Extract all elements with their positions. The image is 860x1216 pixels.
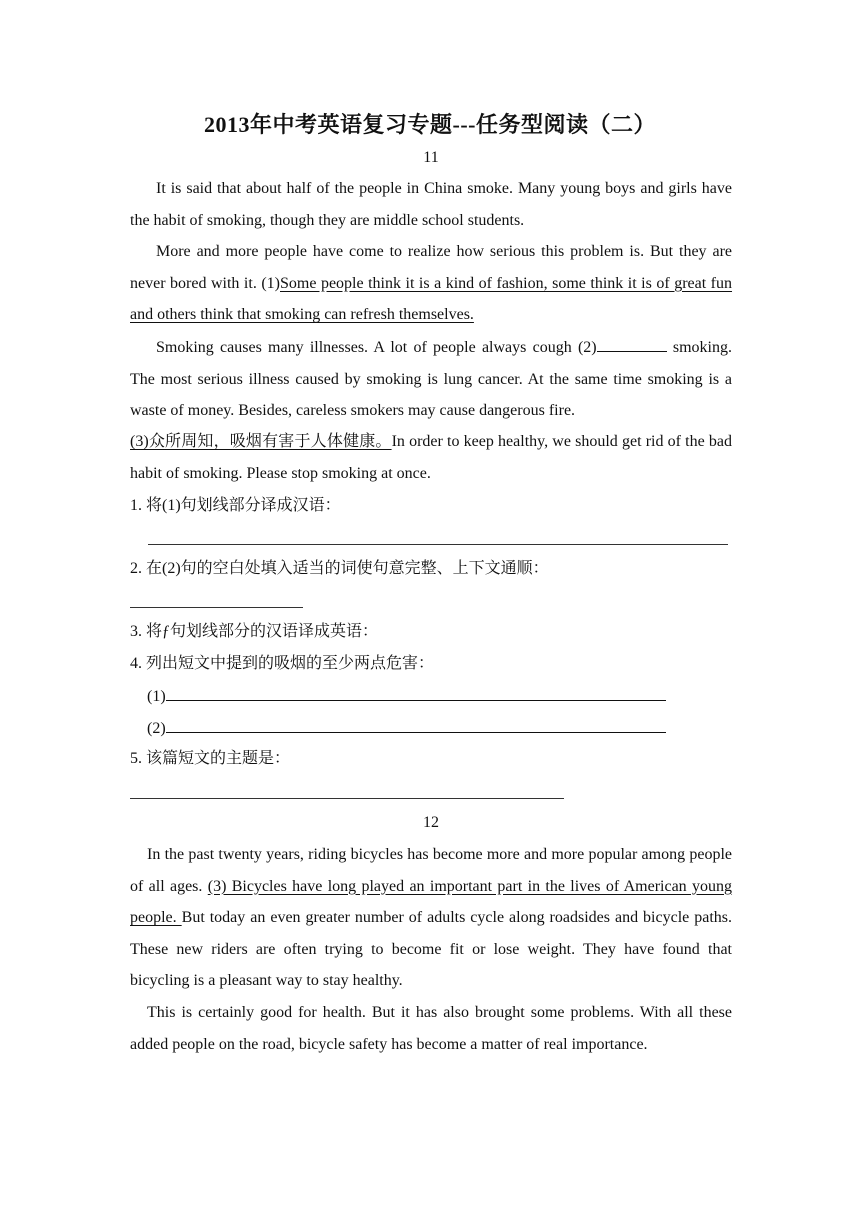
paragraph-3-text: Smoking causes many illnesses. A lot of people always cough (2) <box>156 339 597 356</box>
passage-1-paragraph-2 <box>130 236 732 331</box>
passage-1-paragraph-3 <box>130 331 732 427</box>
passage-1-paragraph-1: It is said that about half of the people in China smoke. Many young boys and girls have the habit of smoking, though they are middle school students. <box>130 180 732 229</box>
underlined-sentence-1: Some people think it is a kind of fashion, some think it is of great fun and others think that smoking can refresh themselves. <box>130 274 733 324</box>
underlined-sentence-3: (3)众所周知，吸烟有害于人体健康。 <box>130 433 392 450</box>
harm-2-blank[interactable] <box>166 712 666 733</box>
harm-1-label: (1) <box>147 688 166 705</box>
passage-2-paragraph-1 <box>130 839 732 997</box>
passage-1-paragraph-4 <box>130 426 732 489</box>
harm-2 <box>147 712 687 745</box>
blank-2[interactable] <box>597 331 667 352</box>
question-5: 5. 该篇短文的主题是： <box>130 750 291 767</box>
page-title: 2013年中考英语复习专题---任务型阅读（二） <box>204 112 656 137</box>
paragraph-4-rest: In order to keep healthy, we should get rid of the bad habit of smoking. Please stop smoking at once. <box>130 433 732 482</box>
harm-1-blank[interactable] <box>166 680 666 701</box>
harm-2-label: (2) <box>147 720 166 737</box>
passage-2-text: In the past twenty years, riding bicycles has become more and more popular among people of all ages. <box>130 846 732 895</box>
question-2: 2. 在(2)句的空白处填入适当的词使句意完整、上下文通顺： <box>130 560 549 577</box>
section-number-11: 11 <box>423 149 439 166</box>
underlined-sentence-passage-2: (3) Bicycles have long played an important part in the lives of American young people. <box>130 877 733 927</box>
question-3: 3. 将ƒ句划线部分的汉语译成英语： <box>130 623 379 640</box>
answer-line-2[interactable] <box>130 607 303 608</box>
question-4: 4. 列出短文中提到的吸烟的至少两点危害： <box>130 655 435 672</box>
question-1: 1. 将(1)句划线部分译成汉语： <box>130 497 341 514</box>
section-number-12: 12 <box>423 814 439 831</box>
harm-1 <box>147 680 687 713</box>
answer-line-1[interactable] <box>148 544 728 545</box>
paragraph-2-text: More and more people have come to realize how serious this problem is. But they are never bored with it. (1) <box>130 243 732 292</box>
paragraph-3-rest: smoking. The most serious illness caused by smoking is lung cancer. At the same time smoking is a waste of money. Besides, careless smokers may cause dangerous fire. <box>130 339 733 420</box>
answer-line-5[interactable] <box>130 798 564 799</box>
passage-2-rest: But today an even greater number of adults cycle along roadsides and bicycle paths. These new riders are often trying to become fit or lose weight. They have found that bicycling is a pleasant way to stay healthy. <box>130 909 733 990</box>
passage-2-paragraph-2: This is certainly good for health. But it has also brought some problems. With all these added people on the road, bicycle safety has become a matter of real importance. <box>130 1004 732 1053</box>
